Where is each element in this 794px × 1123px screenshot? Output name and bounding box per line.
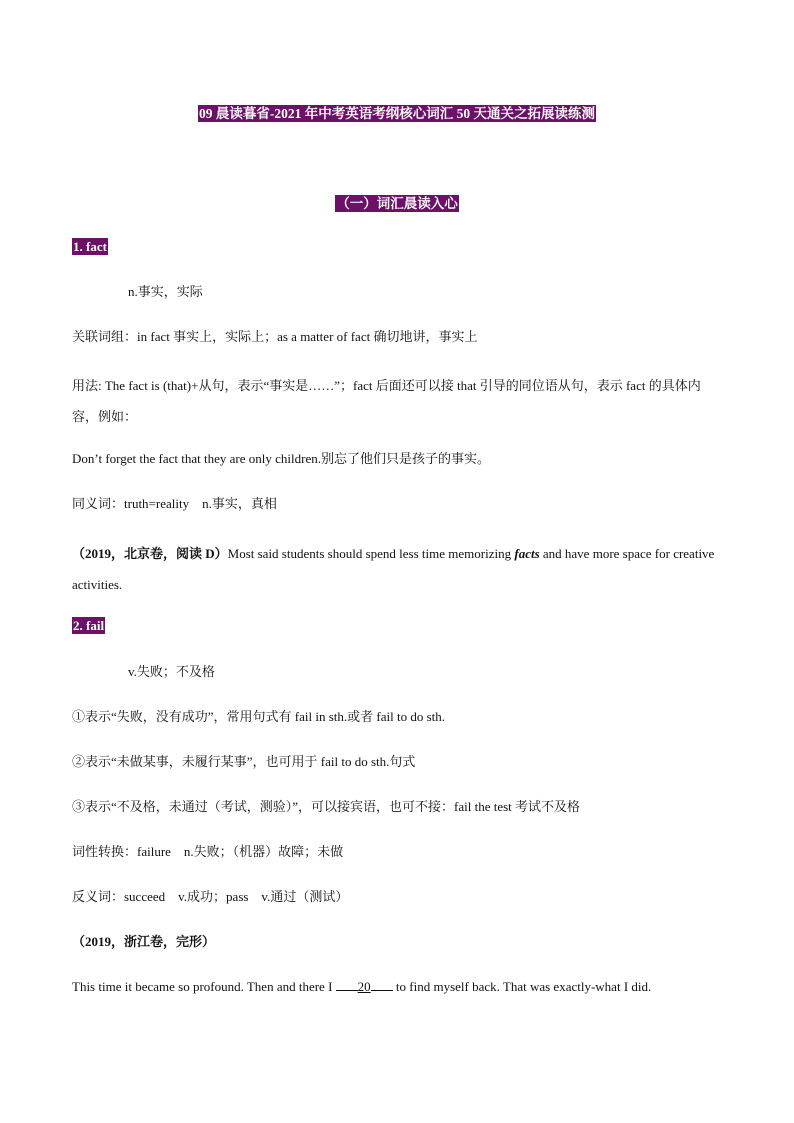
word2-exam-post: to find myself back. That was exactly-what I did. <box>392 979 652 994</box>
word2-exam-source: （2019，浙江卷，完形） <box>72 934 216 949</box>
word1-exam-post: and have more space for creative activities. <box>72 546 715 592</box>
section-title <box>0 192 794 212</box>
word1-heading-text: 1. fact <box>73 239 107 254</box>
answer-blank-number: 20 <box>357 979 371 994</box>
word2-point2: ②表示“未做某事，未履行某事”，也可用于 fail to do sth.句式 <box>72 754 416 769</box>
word1-exam-pre: Most said students should spend less time memorizing <box>227 546 515 561</box>
word2-conversion: 词性转换：failure n.失败；（机器）故障；未做 <box>72 844 344 859</box>
word2-meaning: v.失败；不及格 <box>128 664 215 679</box>
word1-meaning: n.事实，实际 <box>128 284 203 299</box>
word1-heading <box>72 236 724 257</box>
section-title-text: （一）词汇晨读入心 <box>336 196 458 211</box>
word1-exam-source: （2019，北京卷，阅读 D） <box>72 546 228 561</box>
answer-blank-right <box>371 978 393 991</box>
word1-synonym: 同义词：truth=reality n.事实，真相 <box>72 496 277 511</box>
word1-phrases: 关联词组：in fact 事实上，实际上；as a matter of fact 确切地讲，事实上 <box>72 329 478 344</box>
word2-exam-pre: This time it became so profound. Then and there I <box>72 979 336 994</box>
word2-antonym: 反义词：succeed v.成功；pass v.通过（测试） <box>72 889 349 904</box>
word2-exam-question <box>72 976 724 997</box>
word1-example: Don’t forget the fact that they are only children.别忘了他们只是孩子的事实。 <box>72 451 490 466</box>
word2-heading-text: 2. fail <box>73 618 105 633</box>
document-title-text: 09 晨读暮省-2021 年中考英语考纲核心词汇 50 天通关之拓展读练测 <box>199 106 595 121</box>
word2-point3: ③表示“不及格，未通过（考试，测验）”，可以接宾语，也可不接：fail the test 考试不及格 <box>72 799 581 814</box>
word1-exam-question <box>72 538 724 600</box>
answer-blank-left <box>336 978 358 991</box>
word2-heading <box>72 615 724 636</box>
document-title <box>0 102 794 122</box>
word1-exam-word: facts <box>514 546 540 561</box>
word1-usage: 用法: The fact is (that)+从句，表示“事实是……”；fact 后面还可以接 that 引导的同位语从句，表示 fact 的具体内容，例如： <box>72 378 701 424</box>
word2-point1: ①表示“失败，没有成功”，常用句式有 fail in sth.或者 fail to do sth. <box>72 709 446 724</box>
